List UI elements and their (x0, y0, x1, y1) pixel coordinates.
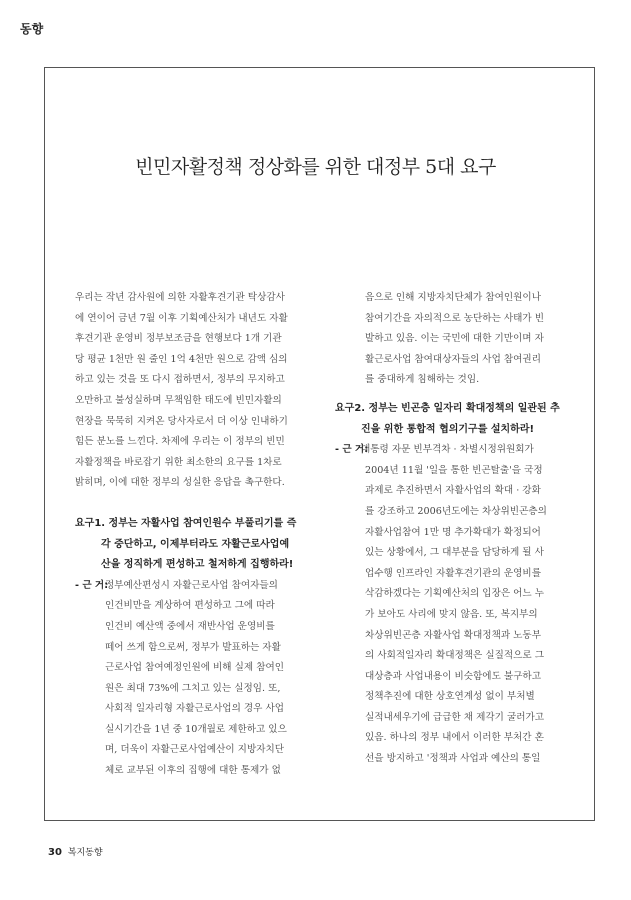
text-line: 자활정책을 바로잡기 위한 최소한의 요구를 1차로 (75, 456, 282, 468)
text-line: 실시기간을 1년 중 10개월로 제한하고 있으 (105, 723, 287, 735)
text-line: 인건비만을 계상하여 편성하고 그에 따라 (105, 600, 275, 612)
text-line: 2004년 11월 '일을 통한 빈곤탈출'을 국정 (365, 464, 543, 476)
text-line: 떼어 쓰게 함으로써, 정부가 발표하는 자활 (105, 641, 281, 653)
text-line: 대상층과 사업내용이 비슷함에도 불구하고 (365, 670, 541, 682)
text-line: 삭감하겠다는 기획예산처의 입장은 어느 누 (365, 588, 545, 600)
right-column (335, 288, 571, 770)
text-line: 실적내세우기에 급급한 채 제각기 굴러가고 (365, 711, 545, 723)
text-line: 진을 위한 통합적 협의기구를 설치하라! (361, 423, 535, 435)
demand2-heading (335, 399, 571, 440)
text-line: 차상위빈곤층 자활사업 확대정책과 노동부 (365, 629, 541, 641)
text-line: 음으로 인해 지방자치단체가 참여인원이나 (365, 292, 541, 303)
text-line: 사회적 일자리형 자활근로사업의 경우 사업 (105, 703, 285, 715)
text-line: 선을 방지하고 '정책과 사업과 예산의 통일 (365, 753, 541, 765)
text-line: 를 중대하게 침해하는 것임. (365, 374, 480, 386)
basis-label: - 근 거: (335, 444, 369, 456)
text-line: 근로사업 참여예정인원에 비해 실제 참여인 (105, 662, 285, 674)
publication-name: 복지동향 (67, 848, 103, 858)
text-line: 활근로사업 참여대상자들의 사업 참여권리 (365, 353, 541, 365)
page-footer (48, 845, 103, 858)
text-line: 있는 상황에서, 그 대부분을 담당하게 될 사 (365, 547, 544, 559)
text-line: 산을 정직하게 편성하고 철저하게 집행하라! (101, 559, 294, 571)
text-line: 체로 교부된 이후의 집행에 대한 통제가 없 (105, 765, 281, 777)
intro-paragraph (75, 288, 311, 494)
text-line: 있음. 하나의 정부 내에서 이러한 부처간 혼 (365, 732, 544, 744)
demand1-heading (75, 514, 311, 576)
text-line: 업수행 인프라인 자활후견기관의 운영비를 (365, 567, 541, 579)
text-line: 자활사업참여 1만 명 추가확대가 확정되어 (365, 526, 541, 538)
text-line: 과제로 추진하면서 자활사업의 확대 · 강화 (365, 485, 541, 497)
text-line: 를 강조하고 2006년도에는 차상위빈곤층의 (365, 505, 547, 517)
page-number: 30 (48, 847, 62, 858)
article-title: 빈민자활정책 정상화를 위한 대정부 5대 요구 (135, 156, 496, 178)
text-line: 의 사회적일자리 확대정책은 실질적으로 그 (365, 650, 545, 662)
text-line (335, 440, 571, 461)
text-line: 발하고 있음. 이는 국민에 대한 기만이며 자 (365, 333, 544, 345)
left-column (75, 288, 311, 782)
section-tag: 동향 (20, 22, 44, 36)
text-line: 에 연이어 금년 7월 이후 기획예산처가 내년도 자활 (75, 312, 288, 324)
basis-text: 정부예산편성시 자활근로사업 참여자들의 (105, 579, 278, 591)
basis-label: - 근 거: (75, 579, 109, 591)
text-line: 원은 최대 73%에 그치고 있는 실정임. 또, (105, 682, 281, 694)
text-line: 정책추진에 대한 상호연계성 없이 부처별 (365, 691, 535, 703)
text-line: 하고 있는 것을 또 다시 접하면서, 정부의 무지하고 (75, 374, 285, 386)
text-line: 참여기간을 자의적으로 농단하는 사태가 빈 (365, 312, 545, 324)
text-line: 밝히며, 이에 대한 정부의 성실한 응답을 촉구한다. (75, 477, 285, 489)
text-line: 힘든 분노를 느낀다. 차제에 우리는 이 정부의 빈민 (75, 436, 285, 448)
text-line: 며, 더욱이 자활근로사업예산이 지방자치단 (105, 744, 285, 756)
text-line: 당 평균 1천만 원 줄인 1억 4천만 원으로 감액 심의 (75, 353, 288, 365)
demand1-basis (75, 576, 311, 782)
text-line: 오만하고 불성실하며 무책임한 태도에 빈민자활의 (75, 394, 282, 406)
text-line: 우리는 작년 감사원에 의한 자활후견기관 탁상감사 (75, 292, 285, 303)
text-line: 요구1. 정부는 자활사업 참여인원수 부풀리기를 즉 (75, 517, 297, 529)
text-line: 가 보아도 사리에 맞지 않음. 또, 복지부의 (365, 608, 538, 620)
basis-text: 대통령 자문 빈부격차 · 차별시정위원회가 (361, 444, 534, 456)
text-line: 현장을 묵묵히 지켜온 당사자로서 더 이상 인내하기 (75, 415, 288, 427)
text-line: 후견기관 운영비 정부보조금을 현행보다 1개 기관 (75, 333, 282, 345)
text-line: 인건비 예산액 중에서 재반사업 운영비를 (105, 620, 275, 632)
demand1-basis-continued (335, 288, 571, 391)
text-line: 각 중단하고, 이제부터라도 자활근로사업예 (101, 538, 290, 550)
text-line: 요구2. 정부는 빈곤층 일자리 확대정책의 일관된 추 (335, 402, 560, 414)
text-line (75, 576, 311, 597)
demand2-basis (335, 440, 571, 770)
